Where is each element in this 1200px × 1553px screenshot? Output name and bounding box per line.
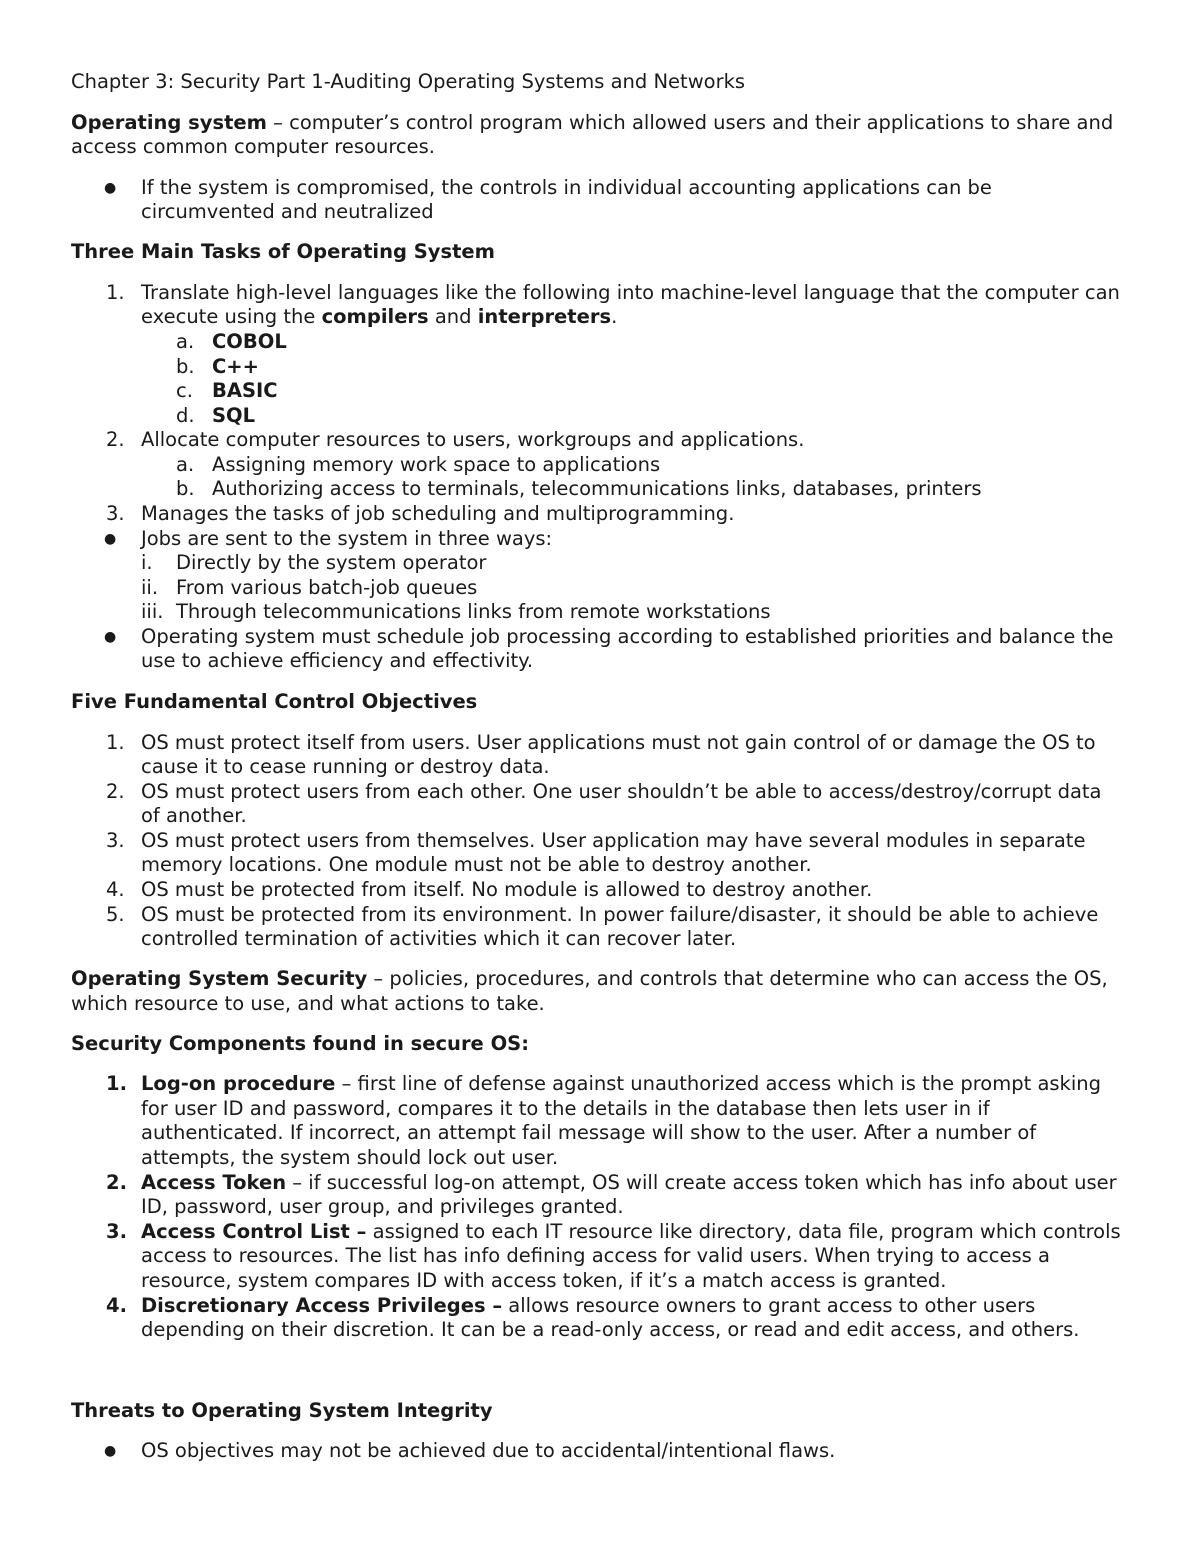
list-item: Jobs are sent to the system in three ways:	[141, 527, 553, 550]
list-item: OS must protect users from themselves. User application may have several modules in separate	[141, 829, 1086, 852]
language-item: SQL	[212, 404, 256, 427]
sublist-marker: a.	[176, 453, 195, 476]
bullet-marker: ●	[104, 629, 117, 645]
list-number: 4.	[106, 1294, 127, 1317]
roman-marker: iii.	[141, 600, 164, 623]
list-number: 3.	[106, 1220, 127, 1243]
list-item: Translate high-level languages like the following into machine-level language that the computer can	[141, 281, 1120, 304]
bullet-marker: ●	[104, 180, 117, 196]
roman-item: Through telecommunications links from remote workstations	[176, 600, 771, 623]
sublist-item: Authorizing access to terminals, telecommunications links, databases, printers	[212, 477, 982, 500]
section-heading-tasks: Three Main Tasks of Operating System	[71, 240, 495, 263]
section-heading-components: Security Components found in secure OS:	[71, 1032, 529, 1055]
roman-item: From various batch-job queues	[176, 576, 478, 599]
list-item-continued: ID, password, user group, and privileges granted.	[141, 1195, 624, 1218]
list-number: 2.	[106, 780, 125, 803]
list-item: OS must protect users from each other. One user shouldn’t be able to access/destroy/corrupt data	[141, 780, 1102, 803]
document-title: Chapter 3: Security Part 1-Auditing Operating Systems and Networks	[71, 70, 746, 93]
section-heading-objectives: Five Fundamental Control Objectives	[71, 690, 478, 713]
sublist-marker: d.	[176, 404, 195, 427]
roman-marker: i.	[141, 551, 153, 574]
list-item: Access Control List – assigned to each IT resource like directory, data file, program which controls	[141, 1220, 1121, 1243]
list-item-continued: attempts, the system should lock out user.	[141, 1146, 559, 1169]
list-number: 2.	[106, 428, 125, 451]
roman-item: Directly by the system operator	[176, 551, 487, 574]
list-item-continued: circumvented and neutralized	[141, 200, 434, 223]
language-item: COBOL	[212, 330, 287, 353]
list-item-continued: cause it to cease running or destroy data.	[141, 755, 550, 778]
list-number: 1.	[106, 281, 125, 304]
list-item: Log-on procedure – first line of defense against unauthorized access which is the prompt asking	[141, 1072, 1101, 1095]
sublist-marker: c.	[176, 379, 193, 402]
list-item: If the system is compromised, the controls in individual accounting applications can be	[141, 176, 992, 199]
list-item-continued: access to resources. The list has info defining access for valid users. When trying to access a	[141, 1244, 1050, 1267]
sublist-marker: a.	[176, 330, 195, 353]
list-item: OS must be protected from itself. No module is allowed to destroy another.	[141, 878, 873, 901]
list-item: Operating system must schedule job processing according to established priorities and balance the	[141, 625, 1114, 648]
list-number: 1.	[106, 731, 125, 754]
list-item-continued: execute using the compilers and interpreters.	[141, 305, 618, 328]
section-heading-threats: Threats to Operating System Integrity	[71, 1399, 493, 1422]
sublist-item: Assigning memory work space to applications	[212, 453, 661, 476]
list-item: Discretionary Access Privileges – allows resource owners to grant access to other users	[141, 1294, 1036, 1317]
list-item: Access Token – if successful log-on attempt, OS will create access token which has info about user	[141, 1171, 1117, 1194]
list-number: 1.	[106, 1072, 127, 1095]
bullet-marker: ●	[104, 531, 117, 547]
sublist-marker: b.	[176, 477, 195, 500]
list-item-continued: use to achieve efficiency and effectivity.	[141, 649, 534, 672]
list-item-continued: of another.	[141, 804, 247, 827]
security-definition-line: Operating System Security – policies, procedures, and controls that determine who can access the OS,	[71, 967, 1108, 990]
security-term: Operating System Security	[71, 967, 368, 990]
list-item-continued: controlled termination of activities which it can recover later.	[141, 927, 737, 950]
os-term: Operating system	[71, 111, 267, 134]
list-item: Allocate computer resources to users, workgroups and applications.	[141, 428, 805, 451]
list-item-continued: authenticated. If incorrect, an attempt fail message will show to the user. After a number of	[141, 1121, 1037, 1144]
list-item-continued: memory locations. One module must not be able to destroy another.	[141, 853, 812, 876]
list-item: OS objectives may not be achieved due to accidental/intentional flaws.	[141, 1439, 836, 1462]
sublist-marker: b.	[176, 355, 195, 378]
list-number: 3.	[106, 502, 125, 525]
language-item: BASIC	[212, 379, 278, 402]
list-item: Manages the tasks of job scheduling and multiprogramming.	[141, 502, 735, 525]
list-number: 3.	[106, 829, 125, 852]
roman-marker: ii.	[141, 576, 159, 599]
security-definition-line-2: which resource to use, and what actions to take.	[71, 992, 545, 1015]
language-item: C++	[212, 355, 259, 378]
list-item: OS must be protected from its environment. In power failure/disaster, it should be able to achieve	[141, 903, 1099, 926]
list-number: 4.	[106, 878, 125, 901]
list-item-continued: depending on their discretion. It can be a read-only access, or read and edit access, and others.	[141, 1318, 1080, 1341]
list-number: 5.	[106, 903, 125, 926]
os-definition-line-2: access common computer resources.	[71, 135, 435, 158]
list-number: 2.	[106, 1171, 127, 1194]
list-item-continued: for user ID and password, compares it to the details in the database then lets user in if	[141, 1097, 990, 1120]
list-item: OS must protect itself from users. User applications must not gain control of or damage the OS to	[141, 731, 1096, 754]
list-item-continued: resource, system compares ID with access token, if it’s a match access is granted.	[141, 1269, 947, 1292]
bullet-marker: ●	[104, 1443, 117, 1459]
os-definition-line: Operating system – computer’s control program which allowed users and their applications to share and	[71, 111, 1114, 134]
